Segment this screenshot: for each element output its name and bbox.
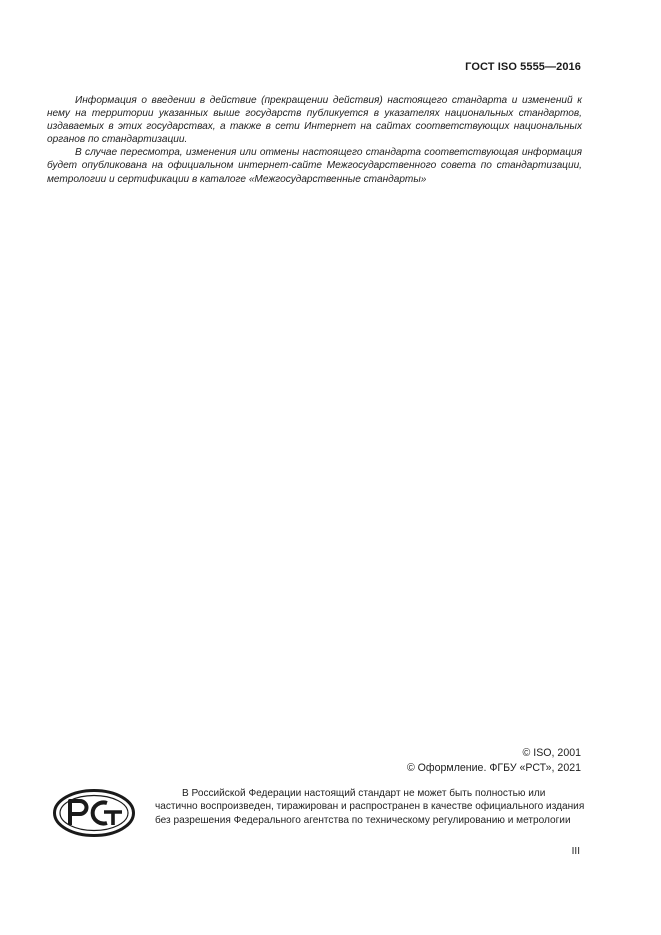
implementation-notice (47, 94, 582, 186)
rights-text: В Российской Федерации настоящий стандарт не может быть полностью или частично воспроизведен, тиражирован и распространен в качестве официального издания без разрешения Федерального агентства по техническому регулированию и метрологии (155, 788, 585, 826)
rights-notice (155, 787, 585, 827)
notice-paragraph: В случае пересмотра, изменения или отмены настоящего стандарта соответствующая информация будет опубликована на официальном интернет-сайте Межгосударственного совета по стандартизации, метрологии и сертификации в каталоге «Межгосударственные стандарты» (47, 147, 582, 185)
rst-logo-icon (52, 788, 136, 838)
copyright-design: © Оформление. ФГБУ «РСТ», 2021 (406, 762, 581, 774)
copyright-block (407, 746, 581, 776)
document-code: ГОСТ ISO 5555—2016 (465, 61, 581, 73)
notice-paragraph: Информация о введении в действие (прекращении действия) настоящего стандарта и изменений к нему на территории указанных выше государств публикуется в указателях национальных стандартов, издаваемых в этих государствах, а также в сети Интернет на сайтах соответствующих национальных органов по стандартизации. (47, 95, 582, 146)
page-number: III (571, 846, 580, 857)
copyright-iso: © ISO, 2001 (522, 747, 581, 759)
